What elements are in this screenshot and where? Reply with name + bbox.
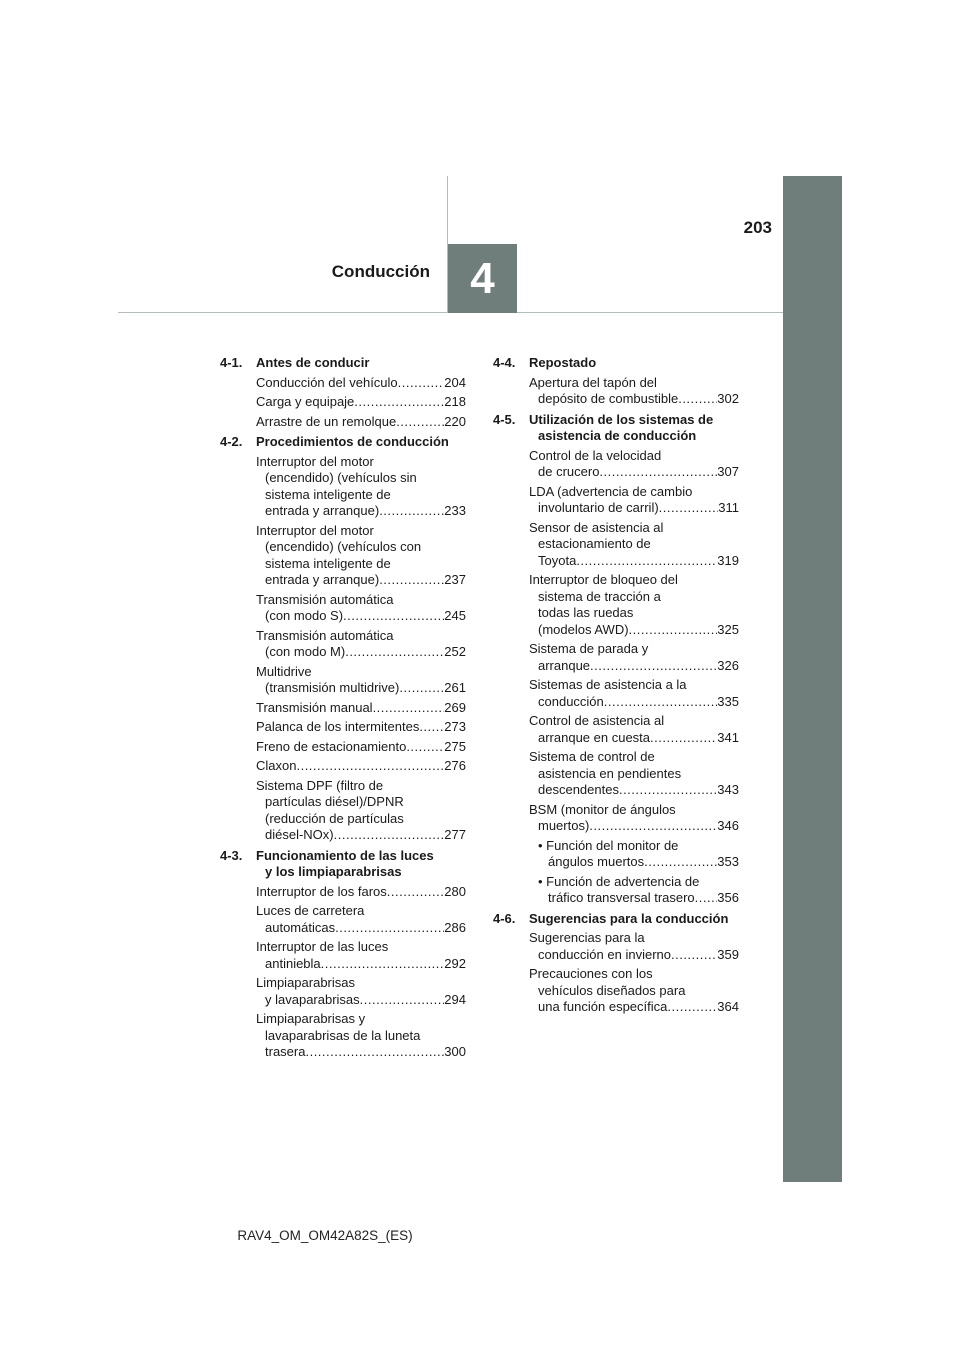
entry-text: Sistemas de asistencia a la	[529, 677, 687, 692]
entry-line	[529, 802, 739, 819]
toc-entry[interactable]	[529, 713, 739, 746]
entry-line	[256, 700, 466, 717]
entry-text: sistema inteligente de	[265, 486, 391, 502]
section-heading	[220, 848, 466, 881]
entry-text: partículas diésel)/DPNR	[265, 794, 404, 809]
entry-text: • Función del monitor de	[538, 837, 679, 853]
entry-line	[256, 884, 466, 901]
entry-line	[256, 628, 466, 645]
toc-entry[interactable]	[529, 484, 739, 517]
dot-leader	[396, 414, 444, 431]
entry-line	[529, 890, 739, 907]
dot-leader	[629, 622, 718, 639]
entry-text: Interruptor de bloqueo del	[529, 572, 678, 587]
entry-text: automáticas	[265, 919, 336, 935]
entry-line	[256, 608, 466, 625]
entry-text: Sistema de control de	[529, 749, 655, 764]
entry-text: (modelos AWD)	[538, 621, 629, 637]
toc-entry[interactable]	[529, 572, 739, 638]
toc-section	[493, 355, 739, 408]
entry-line	[256, 680, 466, 697]
toc-entry[interactable]	[256, 884, 466, 901]
entry-text: • Función de advertencia de	[538, 873, 700, 889]
entry-line	[256, 975, 466, 992]
toc-entry[interactable]	[529, 448, 739, 481]
dot-leader	[398, 375, 445, 392]
section-number: 4-6.	[493, 910, 516, 926]
entry-line	[256, 556, 466, 573]
entry-page-number: 302	[717, 391, 739, 406]
dot-leader	[379, 503, 444, 520]
entry-line	[256, 414, 466, 431]
section-number: 4-2.	[220, 434, 243, 449]
section-heading	[493, 355, 739, 372]
dot-leader	[644, 854, 717, 871]
toc-entry[interactable]	[256, 975, 466, 1008]
entry-line	[529, 677, 739, 694]
dot-leader	[650, 730, 717, 747]
entry-text: (con modo S)	[265, 608, 344, 623]
toc-entry[interactable]	[256, 739, 466, 756]
entry-line	[256, 903, 466, 920]
entry-line	[529, 500, 739, 517]
entry-line	[529, 874, 739, 891]
entry-line	[256, 592, 466, 609]
entry-text: Carga y equipaje	[256, 394, 355, 409]
entry-line	[529, 520, 739, 537]
entry-line	[529, 838, 739, 855]
toc-section	[220, 434, 466, 844]
dot-leader	[354, 394, 444, 411]
toc-entry[interactable]	[256, 719, 466, 736]
entry-page-number: 292	[444, 955, 466, 971]
toc-entry[interactable]	[256, 903, 466, 936]
entry-line	[256, 992, 466, 1009]
entry-text: todas las ruedas	[538, 605, 634, 620]
entry-text: vehículos diseñados para	[538, 982, 686, 998]
toc-entry[interactable]	[529, 930, 739, 963]
toc-entry[interactable]	[529, 838, 739, 871]
section-title: Procedimientos de conducción	[256, 434, 449, 449]
entry-text: Control de asistencia al	[529, 713, 665, 728]
entry-text: muertos)	[538, 818, 590, 833]
entry-line	[529, 484, 739, 501]
entry-line	[256, 1011, 466, 1028]
entry-text: entrada y arranque)	[265, 572, 380, 587]
dot-leader	[373, 700, 445, 717]
dot-leader	[590, 658, 717, 675]
section-title: Funcionamiento de las luces y los limpiaparabrisas	[256, 847, 434, 879]
section-title: Utilización de los sistemas de asistencia de conducción	[529, 411, 714, 443]
entry-page-number: 286	[444, 919, 466, 935]
toc-entry[interactable]	[256, 778, 466, 844]
dot-leader	[334, 827, 445, 844]
section-heading	[220, 434, 466, 451]
entry-text: Arrastre de un remolque	[256, 413, 397, 429]
entry-text: lavaparabrisas de la luneta	[265, 1027, 421, 1043]
entry-line	[256, 664, 466, 681]
dot-leader	[321, 956, 445, 973]
entry-page-number: 220	[444, 413, 466, 429]
entry-line	[256, 572, 466, 589]
dot-leader	[335, 920, 444, 937]
entry-line	[529, 818, 739, 835]
entry-page-number: 353	[717, 854, 739, 869]
dot-leader	[604, 694, 718, 711]
entry-page-number: 276	[444, 758, 466, 773]
entry-line	[256, 920, 466, 937]
entry-text: tráfico transversal trasero	[548, 890, 695, 905]
entry-line	[256, 644, 466, 661]
toc-section	[493, 911, 739, 1016]
entry-page-number: 356	[717, 890, 739, 905]
entry-page-number: 335	[717, 693, 739, 709]
entry-text: Luces de carretera	[256, 903, 365, 918]
entry-text: Toyota	[538, 552, 577, 568]
dot-leader	[343, 608, 444, 625]
entry-text: Conducción del vehículo	[256, 374, 398, 390]
dot-leader	[619, 782, 717, 799]
entry-line	[256, 539, 466, 556]
entry-line	[529, 553, 739, 570]
entry-line	[529, 605, 739, 622]
chapter-number-box: 4	[448, 244, 517, 313]
dot-leader	[671, 947, 717, 964]
toc-entry[interactable]	[256, 628, 466, 661]
dot-leader	[659, 500, 719, 517]
entry-line	[256, 739, 466, 756]
entry-line	[256, 1044, 466, 1061]
section-number: 4-3.	[220, 847, 243, 863]
entry-text: estacionamiento de	[538, 536, 651, 551]
dot-leader	[576, 553, 717, 570]
dot-leader	[589, 818, 717, 835]
toc-section	[493, 412, 739, 907]
entry-text: conducción en invierno	[538, 946, 671, 962]
entry-text: (transmisión multidrive)	[265, 680, 400, 695]
entry-page-number: 218	[444, 394, 466, 409]
toc-entry[interactable]	[529, 802, 739, 835]
entry-line	[256, 758, 466, 775]
toc-entry[interactable]	[256, 523, 466, 589]
entry-line	[529, 854, 739, 871]
entry-text: entrada y arranque)	[265, 503, 380, 518]
entry-text: involuntario de carril)	[538, 500, 659, 515]
entry-text: conducción	[538, 693, 604, 709]
entry-text: descendentes	[538, 782, 619, 797]
dot-leader	[379, 572, 444, 589]
entry-line	[529, 694, 739, 711]
section-number: 4-1.	[220, 355, 243, 370]
toc-entry[interactable]	[256, 1011, 466, 1061]
toc-left-column	[220, 355, 466, 1065]
entry-text: Limpiaparabrisas	[256, 975, 355, 990]
entry-line	[256, 778, 466, 795]
entry-page-number: 204	[444, 374, 466, 390]
entry-page-number: 300	[444, 1044, 466, 1059]
entry-page-number: 269	[444, 699, 466, 715]
dot-leader	[406, 739, 444, 756]
entry-text: sistema de tracción a	[538, 588, 661, 604]
document-code-footer: RAV4_OM_OM42A82S_(ES)	[237, 1228, 413, 1243]
entry-page-number: 273	[444, 719, 466, 734]
entry-line	[256, 523, 466, 540]
section-title: Repostado	[529, 355, 597, 370]
entry-line	[529, 641, 739, 658]
entry-text: (encendido) (vehículos sin	[265, 470, 417, 485]
toc-entry[interactable]	[529, 641, 739, 674]
entry-line	[529, 999, 739, 1016]
dot-leader	[667, 999, 717, 1016]
entry-text: Interruptor de las luces	[256, 939, 389, 954]
entry-line	[529, 658, 739, 675]
entry-text: antiniebla	[265, 955, 321, 971]
entry-line	[256, 827, 466, 844]
entry-line	[529, 572, 739, 589]
toc-section	[220, 848, 466, 1061]
entry-text: BSM (monitor de ángulos	[529, 801, 676, 817]
entry-page-number: 326	[717, 657, 739, 673]
entry-text: y lavaparabrisas	[265, 991, 360, 1007]
entry-text: Interruptor de los faros	[256, 883, 387, 899]
entry-page-number: 252	[444, 644, 466, 659]
entry-line	[529, 464, 739, 481]
entry-page-number: 364	[717, 999, 739, 1014]
entry-page-number: 307	[717, 464, 739, 479]
dot-leader	[345, 644, 444, 661]
entry-text: Freno de estacionamiento	[256, 738, 407, 754]
entry-text: Transmisión automática	[256, 591, 394, 607]
entry-line	[256, 794, 466, 811]
entry-text: Apertura del tapón del	[529, 374, 657, 390]
toc-section	[220, 355, 466, 430]
entry-text: depósito de combustible	[538, 391, 679, 406]
entry-text: LDA (advertencia de cambio	[529, 483, 693, 499]
entry-page-number: 325	[717, 621, 739, 637]
entry-text: Interruptor del motor	[256, 453, 374, 469]
entry-text: Precauciones con los	[529, 966, 653, 981]
entry-text: Sugerencias para la	[529, 930, 645, 945]
entry-text: (encendido) (vehículos con	[265, 539, 422, 554]
entry-text: diésel-NOx)	[265, 827, 334, 842]
toc-entry[interactable]	[529, 677, 739, 710]
toc-entry[interactable]	[529, 874, 739, 907]
toc-right-column	[493, 355, 739, 1020]
entry-page-number: 245	[444, 608, 466, 623]
entry-line	[256, 939, 466, 956]
section-heading	[220, 355, 466, 372]
entry-page-number: 343	[717, 782, 739, 797]
section-heading	[493, 911, 739, 928]
entry-line	[529, 448, 739, 465]
entry-text: de crucero	[538, 464, 600, 479]
entry-page-number: 277	[444, 827, 466, 842]
entry-line	[256, 811, 466, 828]
toc-entry[interactable]	[256, 700, 466, 717]
toc-entry[interactable]	[529, 520, 739, 570]
entry-text: arranque en cuesta	[538, 729, 651, 745]
entry-line	[529, 766, 739, 783]
entry-page-number: 280	[444, 883, 466, 899]
entry-page-number: 319	[717, 552, 739, 568]
entry-line	[529, 713, 739, 730]
entry-line	[529, 622, 739, 639]
entry-line	[256, 487, 466, 504]
entry-line	[529, 947, 739, 964]
dot-leader	[360, 992, 445, 1009]
entry-line	[529, 782, 739, 799]
entry-text: Sistema DPF (filtro de	[256, 777, 384, 793]
entry-line	[529, 375, 739, 392]
section-title: Sugerencias para la conducción	[529, 910, 729, 926]
section-title: Antes de conducir	[256, 355, 370, 370]
entry-text: trasera	[265, 1044, 306, 1059]
dot-leader	[678, 391, 717, 408]
toc-entry[interactable]	[256, 414, 466, 431]
entry-text: Transmisión manual	[256, 699, 373, 715]
entry-page-number: 294	[444, 991, 466, 1007]
entry-page-number: 359	[717, 946, 739, 962]
entry-text: sistema inteligente de	[265, 555, 391, 571]
entry-line	[256, 503, 466, 520]
dot-leader	[399, 680, 444, 697]
entry-text: Control de la velocidad	[529, 447, 662, 463]
toc-entry[interactable]	[529, 375, 739, 408]
entry-text: asistencia en pendientes	[538, 765, 682, 781]
toc-entry[interactable]	[256, 454, 466, 520]
entry-text: Transmisión automática	[256, 627, 394, 643]
entry-text: ángulos muertos	[548, 854, 645, 869]
dot-leader	[296, 758, 444, 775]
dot-leader	[419, 719, 444, 736]
entry-line	[256, 394, 466, 411]
entry-text: (con modo M)	[265, 644, 346, 659]
entry-page-number: 341	[717, 729, 739, 745]
entry-line	[529, 749, 739, 766]
entry-text: Interruptor del motor	[256, 522, 374, 538]
section-heading	[493, 412, 739, 445]
section-number: 4-4.	[493, 355, 516, 370]
entry-line	[256, 454, 466, 471]
entry-page-number: 233	[444, 503, 466, 518]
entry-line	[256, 470, 466, 487]
dot-leader	[305, 1044, 444, 1061]
entry-text: Sistema de parada y	[529, 641, 649, 656]
entry-line	[529, 966, 739, 983]
toc-entry[interactable]	[256, 375, 466, 392]
entry-text: arranque	[538, 657, 591, 673]
entry-line	[529, 391, 739, 408]
entry-page-number: 261	[444, 680, 466, 695]
page-number: 203	[743, 218, 772, 237]
entry-text: Sensor de asistencia al	[529, 519, 664, 535]
entry-line	[529, 983, 739, 1000]
entry-page-number: 311	[718, 500, 739, 515]
entry-line	[256, 1028, 466, 1045]
toc-entry[interactable]	[256, 592, 466, 625]
entry-line	[529, 536, 739, 553]
entry-page-number: 275	[444, 738, 466, 754]
toc-entry[interactable]	[256, 939, 466, 972]
entry-line	[529, 730, 739, 747]
dot-leader	[599, 464, 717, 481]
dot-leader	[387, 884, 445, 901]
entry-text: Limpiaparabrisas y	[256, 1011, 366, 1026]
entry-text: Palanca de los intermitentes	[256, 719, 420, 734]
entry-line	[256, 375, 466, 392]
entry-text: una función específica	[538, 999, 668, 1014]
entry-page-number: 346	[717, 818, 739, 833]
toc-entry[interactable]	[256, 394, 466, 411]
toc-entry[interactable]	[256, 758, 466, 775]
entry-line	[256, 956, 466, 973]
entry-line	[529, 589, 739, 606]
entry-line	[529, 930, 739, 947]
chapter-side-tab	[783, 176, 842, 1182]
entry-line	[256, 719, 466, 736]
entry-text: (reducción de partículas	[265, 810, 404, 826]
section-number: 4-5.	[493, 411, 516, 427]
entry-text: Claxon	[256, 758, 297, 773]
toc-entry[interactable]	[529, 749, 739, 799]
toc-entry[interactable]	[256, 664, 466, 697]
entry-text: Multidrive	[256, 663, 312, 679]
entry-page-number: 237	[444, 572, 466, 587]
chapter-title: Conducción	[331, 262, 430, 281]
toc-entry[interactable]	[529, 966, 739, 1016]
dot-leader	[695, 890, 718, 907]
